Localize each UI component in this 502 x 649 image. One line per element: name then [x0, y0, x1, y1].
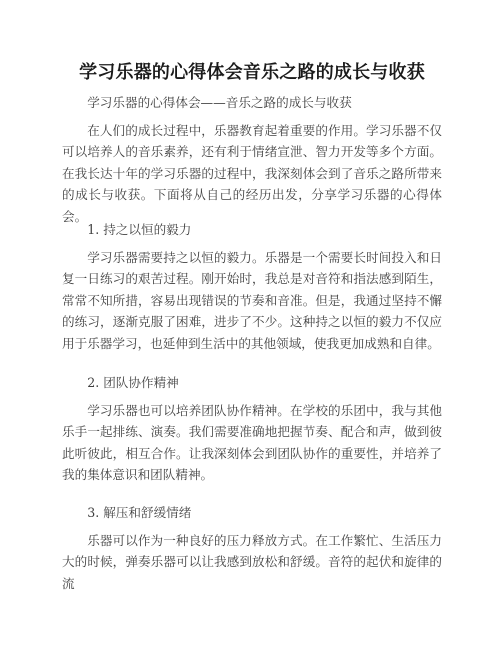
section-body-1: 学习乐器需要持之以恒的毅力。乐器是一个需要长时间投入和日复一日练习的艰苦过程。刚开始时，我总是对音符和指法感到陌生，常常不知所措，容易出现错误的节奏和音准。但是，我通过坚持不懈的练习，逐渐克服了困难，进步了不少。这种持之以恒的毅力不仅应用于乐器学习，也延伸到生活中的其他领域，使我更加成熟和自律。 [62, 250, 442, 351]
section-heading-1: 1. 持之以恒的毅力 [87, 222, 192, 237]
section-heading-3: 3. 解压和舒缓情绪 [87, 505, 192, 520]
section-body-2: 学习乐器也可以培养团队协作精神。在学校的乐团中，我与其他乐手一起排练、演奏。我们需要准确地把握节奏、配合和声，做到彼此听彼此，相互合作。让我深刻体会到团队协作的重要性，并培养了我的集体意识和团队精神。 [62, 403, 442, 483]
section-heading-2: 2. 团队协作精神 [87, 375, 179, 390]
document-subtitle: 学习乐器的心得体会——音乐之路的成长与收获 [87, 95, 352, 110]
document-title: 学习乐器的心得体会音乐之路的成长与收获 [79, 62, 425, 83]
section-body-3: 乐器可以作为一种良好的压力释放方式。在工作繁忙、生活压力大的时候，弹奏乐器可以让我感到放松和舒缓。音符的起伏和旋律的流 [62, 533, 442, 591]
intro-paragraph: 在人们的成长过程中，乐器教育起着重要的作用。学习乐器不仅可以培养人的音乐素养，还有利于情绪宣泄、智力开发等多个方面。在我长达十年的学习乐器的过程中，我深刻体会到了音乐之路所带来的成长与收获。下面将从自己的经历出发，分享学习乐器的心得体会。 [62, 123, 442, 224]
